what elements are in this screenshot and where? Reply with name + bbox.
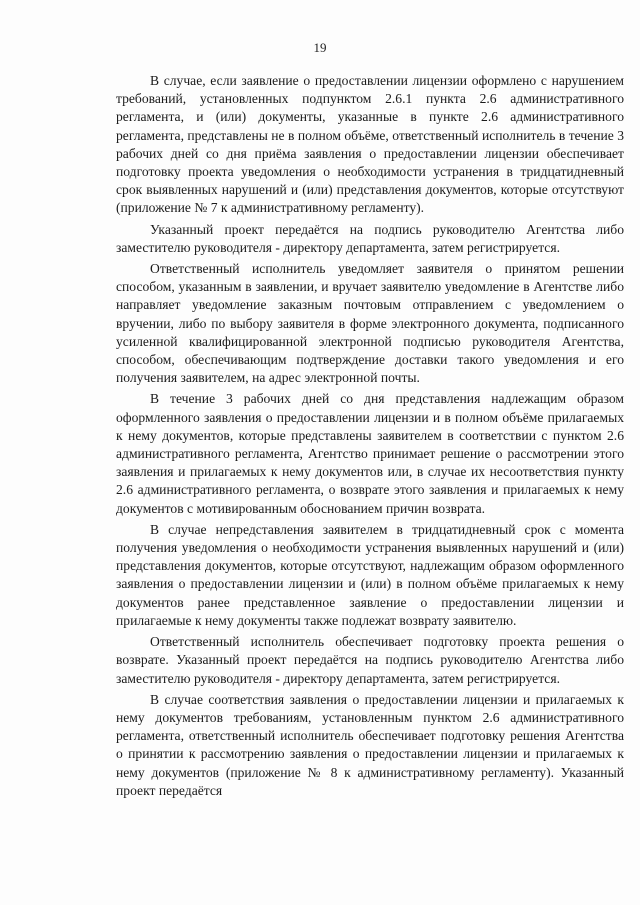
paragraph-5: В случае непредставления заявителем в тридцатидневный срок с момента получения уведомления о необходимости устранения выявленных нарушений и (или) представления документов, которые отсутствуют, надлежащим образом оформленного заявления о предоставлении лицензии и (или) в полном объёме прилагаемых к нему документов ранее представленное заявление о предоставлении лицензии и прилагаемые к нему документы также подлежат возврату заявителю. — [116, 521, 624, 628]
paragraph-4: В течение 3 рабочих дней со дня представления надлежащим образом оформленного заявления о предоставлении лицензии и в полном объёме прилагаемых к нему документов, которые представлены заявителем в соответствии с пунктом 2.6 административного регламента, Агентство принимает решение о рассмотрении этого заявления и прилагаемых к нему документов или, в случае их несоответствия пункту 2.6 административного регламента, о возврате этого заявления и прилагаемых к нему документов с мотивированным обоснованием причин возврата. — [116, 391, 624, 516]
paragraph-7: В случае соответствия заявления о предоставлении лицензии и прилагаемых к нему документов требованиям, установленным пунктом 2.6 административного регламента, ответственный исполнитель обеспечивает подготовку решения Агентства о принятии к рассмотрению заявления о предоставлении лицензии и прилагаемых к нему документов (приложение № 8 к административному регламенту). Указанный проект передаётся — [116, 691, 624, 798]
paragraph-6: Ответственный исполнитель обеспечивает подготовку проекта решения о возврате. Указанный проект передаётся на подпись руководителю Агентства либо заместителю руководителя - директору департамента, затем регистрируется. — [116, 634, 624, 686]
paragraph-3: Ответственный исполнитель уведомляет заявителя о принятом решении способом, указанным в заявлении, и вручает заявителю уведомление в Агентстве либо направляет уведомление заказным почтовым отправлением с уведомлением о вручении, либо по выбору заявителя в форме электронного документа, подписанного усиленной квалифицированной электронной подписью руководителя Агентства, способом, обеспечивающим подтверждение доставки такого уведомления и его получения заявителем, на адрес электронной почты. — [116, 261, 624, 386]
paragraph-2: Указанный проект передаётся на подпись руководителю Агентства либо заместителю руководителя - директору департамента, затем регистрируется. — [116, 221, 624, 255]
paragraph-1: В случае, если заявление о предоставлении лицензии оформлено с нарушением требований, установленных подпунктом 2.6.1 пункта 2.6 административного регламента, и (или) документы, указанные в пункте 2.6 административного регламента, представлены не в полном объёме, ответственный исполнитель в течение 3 рабочих дней со дня приёма заявления о предоставлении лицензии обеспечивает подготовку проекта уведомления о необходимости устранения в тридцатидневный срок выявленных нарушений и (или) представления документов, которые отсутствуют (приложение № 7 к административному регламенту). — [116, 73, 624, 216]
document-body — [116, 72, 624, 803]
page-number: 19 — [313, 40, 327, 55]
